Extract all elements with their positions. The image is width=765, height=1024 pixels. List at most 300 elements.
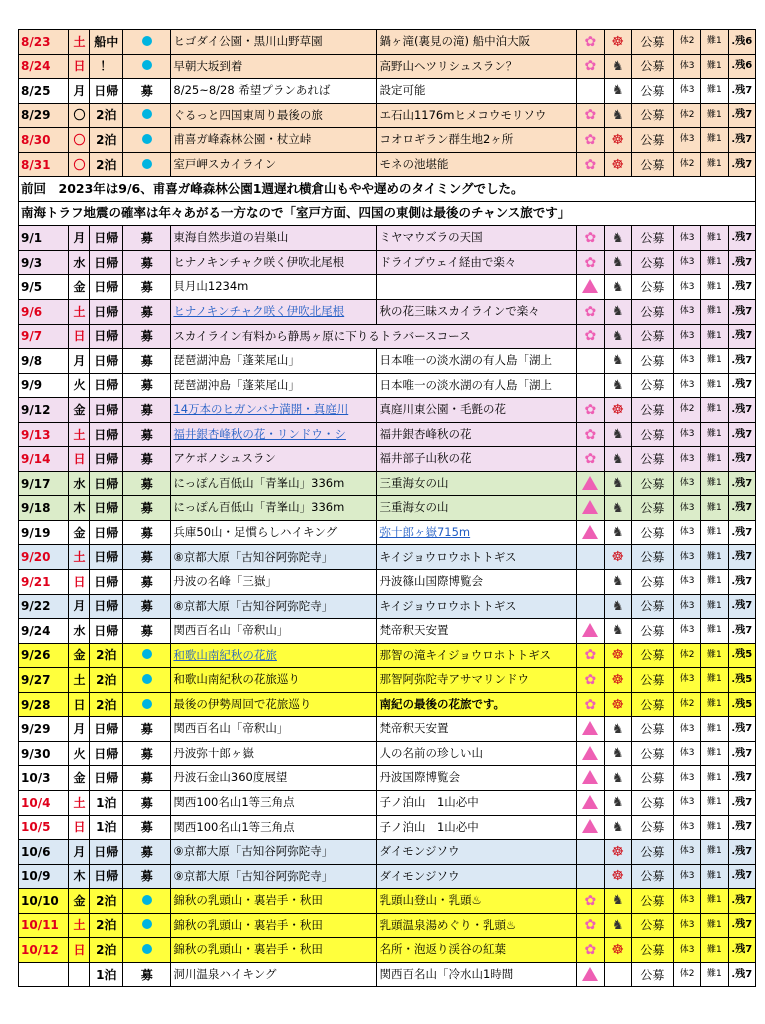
tour-title-cell bbox=[171, 594, 377, 619]
table-row bbox=[19, 54, 756, 79]
weekday-cell: 月 bbox=[69, 840, 90, 865]
trip-type-cell: 日帰 bbox=[90, 840, 123, 865]
remaining-seats-cell: .残7 bbox=[728, 152, 755, 177]
recruit-type-cell: 公募 bbox=[631, 668, 673, 693]
difficulty-cell: 難1 bbox=[701, 324, 728, 349]
recruit-type-cell: 公募 bbox=[631, 226, 673, 251]
weekday-cell: 土 bbox=[69, 790, 90, 815]
tour-title-text: 洞川温泉ハイキング bbox=[173, 966, 277, 981]
difficulty-cell: 難1 bbox=[701, 619, 728, 644]
weekday-cell: 金 bbox=[69, 766, 90, 791]
date-cell: 9/5 bbox=[19, 275, 69, 300]
icon-cell bbox=[604, 398, 631, 423]
tour-title-cell bbox=[171, 692, 377, 717]
tour-title-cell bbox=[171, 840, 377, 865]
status-cell: 募 bbox=[123, 619, 171, 644]
difficulty-cell: 難1 bbox=[701, 717, 728, 742]
icon-cell bbox=[604, 226, 631, 251]
difficulty-cell: 難1 bbox=[701, 594, 728, 619]
date-cell: 8/23 bbox=[19, 30, 69, 55]
animal-icon: ♞ bbox=[611, 721, 624, 737]
tour-title-cell bbox=[171, 226, 377, 251]
date-cell: 9/9 bbox=[19, 373, 69, 398]
table-row bbox=[19, 201, 756, 226]
tour-detail-text: エ石山1176mヒメコウモリソウ bbox=[379, 107, 547, 122]
trip-type-cell: 日帰 bbox=[90, 471, 123, 496]
difficulty-cell: 難1 bbox=[701, 349, 728, 374]
tour-title-cell bbox=[171, 938, 377, 963]
table-row bbox=[19, 790, 756, 815]
remaining-seats-cell: .残7 bbox=[728, 471, 755, 496]
tour-title-text: 和歌山南紀秋の花旅巡り bbox=[173, 672, 300, 687]
bus-tiger-icon: ☸ bbox=[611, 671, 624, 688]
tour-detail-cell bbox=[377, 717, 577, 742]
difficulty-cell: 難1 bbox=[701, 226, 728, 251]
icon-cell bbox=[604, 815, 631, 840]
flower-icon: ✿ bbox=[584, 401, 597, 418]
status-cell: 募 bbox=[123, 422, 171, 447]
tour-detail-cell bbox=[377, 766, 577, 791]
table-row bbox=[19, 152, 756, 177]
weekday-cell: 金 bbox=[69, 643, 90, 668]
weekday-cell: 日 bbox=[69, 54, 90, 79]
tour-title-text: 8/25~8/28 希望プランあれば bbox=[173, 83, 331, 98]
status-cell: 募 bbox=[123, 520, 171, 545]
status-cell: 募 bbox=[123, 815, 171, 840]
animal-icon: ♞ bbox=[611, 279, 624, 295]
table-row bbox=[19, 422, 756, 447]
stamina-cell: 体3 bbox=[673, 54, 700, 79]
status-cell bbox=[123, 889, 171, 914]
remaining-seats-cell: .残7 bbox=[728, 741, 755, 766]
difficulty-cell: 難1 bbox=[701, 889, 728, 914]
tour-detail-text: 南紀の最後の花旅です。 bbox=[379, 696, 506, 711]
bus-tiger-icon: ☸ bbox=[611, 868, 624, 885]
icon-cell bbox=[604, 864, 631, 889]
table-row bbox=[19, 128, 756, 153]
tour-title-text: 丹波の名峰「三嶽」 bbox=[173, 574, 277, 589]
tour-title-text: ヒナノキンチャク咲く伊吹北尾根 bbox=[173, 254, 345, 269]
bus-tiger-icon: ☸ bbox=[611, 942, 624, 958]
tour-title-cell bbox=[171, 545, 377, 570]
tour-detail-text: 那智の滝キイジョウロホトトギス bbox=[379, 647, 552, 662]
tour-detail-text: モネの池堪能 bbox=[379, 156, 449, 171]
date-cell: 10/12 bbox=[19, 938, 69, 963]
recruit-type-cell: 公募 bbox=[631, 790, 673, 815]
icon-cell bbox=[604, 520, 631, 545]
recruit-type-cell: 公募 bbox=[631, 545, 673, 570]
remaining-seats-cell: .残7 bbox=[728, 840, 755, 865]
icon-cell bbox=[577, 864, 604, 889]
bus-tiger-icon: ☸ bbox=[611, 843, 624, 860]
table-row bbox=[19, 398, 756, 423]
recruit-type-cell: 公募 bbox=[631, 913, 673, 938]
remaining-seats-cell: .残7 bbox=[728, 619, 755, 644]
weekday-cell: 〇 bbox=[69, 128, 90, 153]
date-cell: 9/3 bbox=[19, 250, 69, 275]
stamina-cell: 体3 bbox=[673, 324, 700, 349]
status-cell bbox=[123, 54, 171, 79]
remaining-seats-cell: .残7 bbox=[728, 250, 755, 275]
date-cell: 8/24 bbox=[19, 54, 69, 79]
status-cell: 募 bbox=[123, 398, 171, 423]
date-cell: 10/3 bbox=[19, 766, 69, 791]
weekday-cell: 木 bbox=[69, 864, 90, 889]
weekday-cell: 日 bbox=[69, 447, 90, 472]
date-cell: 10/6 bbox=[19, 840, 69, 865]
tour-title-text: 錦秋の乳頭山・裏岩手・秋田 bbox=[173, 942, 323, 957]
trip-type-cell: 2泊 bbox=[90, 913, 123, 938]
date-cell: 10/5 bbox=[19, 815, 69, 840]
recruit-type-cell: 公募 bbox=[631, 570, 673, 595]
mountain-icon bbox=[582, 770, 598, 784]
icon-cell bbox=[604, 643, 631, 668]
table-row bbox=[19, 545, 756, 570]
blue-dot-icon bbox=[142, 649, 152, 659]
mountain-icon bbox=[582, 500, 598, 514]
blue-dot-icon bbox=[142, 134, 152, 144]
stamina-cell: 体2 bbox=[673, 692, 700, 717]
trip-type-cell: 日帰 bbox=[90, 520, 123, 545]
date-cell: 10/10 bbox=[19, 889, 69, 914]
icon-cell bbox=[577, 889, 604, 914]
date-cell: 9/20 bbox=[19, 545, 69, 570]
tour-title-cell bbox=[171, 619, 377, 644]
tour-title-cell bbox=[171, 471, 377, 496]
blue-dot-icon bbox=[142, 944, 152, 954]
table-row bbox=[19, 103, 756, 128]
tour-title-text: 錦秋の乳頭山・裏岩手・秋田 bbox=[173, 893, 323, 908]
status-cell: 募 bbox=[123, 790, 171, 815]
icon-cell bbox=[577, 790, 604, 815]
recruit-type-cell: 公募 bbox=[631, 889, 673, 914]
status-cell bbox=[123, 103, 171, 128]
difficulty-cell: 難1 bbox=[701, 275, 728, 300]
status-cell: 募 bbox=[123, 594, 171, 619]
animal-icon: ♞ bbox=[611, 819, 624, 835]
status-cell bbox=[123, 692, 171, 717]
trip-type-cell: 日帰 bbox=[90, 422, 123, 447]
recruit-type-cell: 公募 bbox=[631, 300, 673, 325]
recruit-type-cell: 公募 bbox=[631, 692, 673, 717]
flower-icon: ✿ bbox=[584, 426, 597, 443]
table-row bbox=[19, 594, 756, 619]
icon-cell bbox=[604, 79, 631, 104]
stamina-cell: 体3 bbox=[673, 422, 700, 447]
mountain-icon bbox=[582, 795, 598, 809]
remaining-seats-cell: .残7 bbox=[728, 545, 755, 570]
difficulty-cell: 難1 bbox=[701, 815, 728, 840]
table-row bbox=[19, 643, 756, 668]
weekday-cell: 金 bbox=[69, 275, 90, 300]
date-cell: 9/30 bbox=[19, 741, 69, 766]
status-cell: 募 bbox=[123, 447, 171, 472]
trip-type-cell: 2泊 bbox=[90, 889, 123, 914]
difficulty-cell: 難1 bbox=[701, 373, 728, 398]
date-cell: 9/28 bbox=[19, 692, 69, 717]
difficulty-cell: 難1 bbox=[701, 300, 728, 325]
status-cell: 募 bbox=[123, 275, 171, 300]
remaining-seats-cell: .残7 bbox=[728, 447, 755, 472]
stamina-cell: 体3 bbox=[673, 226, 700, 251]
tour-detail-cell bbox=[377, 692, 577, 717]
status-cell: 募 bbox=[123, 717, 171, 742]
tour-detail-cell bbox=[377, 373, 577, 398]
icon-cell bbox=[604, 422, 631, 447]
tour-detail-text: 日本唯一の淡水湖の有人島「湖上 bbox=[379, 377, 552, 392]
status-cell: 募 bbox=[123, 840, 171, 865]
icon-cell bbox=[577, 300, 604, 325]
date-cell: 9/29 bbox=[19, 717, 69, 742]
tour-title-text: アケボノシュスラン bbox=[173, 451, 276, 466]
tour-title-cell bbox=[171, 741, 377, 766]
animal-icon: ♞ bbox=[611, 795, 624, 811]
blue-dot-icon bbox=[142, 699, 152, 709]
difficulty-cell: 難1 bbox=[701, 422, 728, 447]
tour-detail-text: 秋の花三昧スカイラインで楽々 bbox=[379, 304, 540, 319]
tour-detail-text: ダイモンジソウ bbox=[379, 844, 460, 859]
remaining-seats-cell: .残5 bbox=[728, 668, 755, 693]
weekday-cell: 水 bbox=[69, 619, 90, 644]
remaining-seats-cell: .残7 bbox=[728, 766, 755, 791]
remaining-seats-cell: .残7 bbox=[728, 79, 755, 104]
tour-title-cell bbox=[171, 422, 377, 447]
status-cell: 募 bbox=[123, 79, 171, 104]
status-cell: 募 bbox=[123, 471, 171, 496]
trip-type-cell: 2泊 bbox=[90, 692, 123, 717]
tour-title-cell bbox=[171, 668, 377, 693]
animal-icon: ♞ bbox=[611, 746, 624, 762]
tour-title-cell bbox=[171, 496, 377, 521]
table-row bbox=[19, 520, 756, 545]
status-cell: 募 bbox=[123, 545, 171, 570]
stamina-cell: 体3 bbox=[673, 766, 700, 791]
table-row bbox=[19, 79, 756, 104]
tour-title-link[interactable]: 和歌山南紀秋の花旅 bbox=[173, 647, 277, 662]
mountain-icon bbox=[582, 819, 598, 833]
tour-detail-link[interactable]: 弥十郎ヶ嶽715m bbox=[379, 524, 471, 539]
flower-icon: ✿ bbox=[584, 303, 597, 320]
tour-detail-cell bbox=[377, 300, 577, 325]
tour-detail-cell bbox=[377, 741, 577, 766]
stamina-cell: 体3 bbox=[673, 594, 700, 619]
animal-icon: ♞ bbox=[611, 304, 624, 320]
table-row bbox=[19, 226, 756, 251]
remaining-seats-cell: .残7 bbox=[728, 275, 755, 300]
tour-title-text: 早朝大坂到着 bbox=[173, 58, 243, 73]
icon-cell bbox=[604, 496, 631, 521]
tour-title-cell bbox=[171, 913, 377, 938]
trip-type-cell: 1泊 bbox=[90, 962, 123, 987]
table-row bbox=[19, 570, 756, 595]
flower-icon: ✿ bbox=[584, 33, 597, 50]
bus-tiger-icon: ☸ bbox=[611, 156, 624, 173]
stamina-cell: 体3 bbox=[673, 815, 700, 840]
trip-type-cell: 日帰 bbox=[90, 717, 123, 742]
status-cell: 募 bbox=[123, 349, 171, 374]
blue-dot-icon bbox=[142, 919, 152, 929]
icon-cell bbox=[577, 496, 604, 521]
tour-title-cell bbox=[171, 349, 377, 374]
tour-title-link[interactable]: 福井銀杏峰秋の花・リンドウ・シ bbox=[173, 426, 346, 441]
difficulty-cell: 難1 bbox=[701, 30, 728, 55]
date-cell: 8/31 bbox=[19, 152, 69, 177]
tour-detail-cell bbox=[377, 864, 577, 889]
table-row bbox=[19, 692, 756, 717]
icon-cell bbox=[577, 938, 604, 963]
table-row bbox=[19, 889, 756, 914]
trip-type-cell: 日帰 bbox=[90, 79, 123, 104]
recruit-type-cell: 公募 bbox=[631, 250, 673, 275]
table-row bbox=[19, 840, 756, 865]
status-cell: 募 bbox=[123, 373, 171, 398]
weekday-cell: 日 bbox=[69, 570, 90, 595]
remaining-seats-cell: .残6 bbox=[728, 54, 755, 79]
tour-detail-text: コオロギラン群生地2ヶ所 bbox=[379, 132, 514, 147]
recruit-type-cell: 公募 bbox=[631, 128, 673, 153]
tour-detail-cell bbox=[377, 520, 577, 545]
date-cell: 8/29 bbox=[19, 103, 69, 128]
status-cell: 募 bbox=[123, 864, 171, 889]
mountain-icon bbox=[582, 721, 598, 735]
tour-title-cell bbox=[171, 103, 377, 128]
icon-cell bbox=[577, 815, 604, 840]
trip-type-cell: 日帰 bbox=[90, 447, 123, 472]
trip-type-cell: 日帰 bbox=[90, 864, 123, 889]
tour-detail-text: 日本唯一の淡水湖の有人島「湖上 bbox=[379, 353, 552, 368]
difficulty-cell: 難1 bbox=[701, 692, 728, 717]
tour-title-text: 関西百名山「帝釈山」 bbox=[173, 721, 289, 736]
trip-type-cell: 2泊 bbox=[90, 128, 123, 153]
trip-type-cell: 1泊 bbox=[90, 790, 123, 815]
flower-icon: ✿ bbox=[584, 671, 597, 688]
tour-title-cell: スカイライン有料から静馬ヶ原に下りるトラバースコース bbox=[171, 324, 577, 349]
table-row bbox=[19, 741, 756, 766]
trip-type-cell: 日帰 bbox=[90, 250, 123, 275]
date-cell: 9/6 bbox=[19, 300, 69, 325]
table-row bbox=[19, 471, 756, 496]
bus-tiger-icon: ☸ bbox=[611, 549, 624, 566]
date-cell: 9/14 bbox=[19, 447, 69, 472]
animal-icon: ♞ bbox=[611, 451, 624, 467]
tour-title-text: 最後の伊勢周回で花旅巡り bbox=[173, 696, 312, 711]
tour-title-cell bbox=[171, 643, 377, 668]
table-row bbox=[19, 619, 756, 644]
tour-detail-cell bbox=[377, 889, 577, 914]
remaining-seats-cell: .残7 bbox=[728, 373, 755, 398]
animal-icon: ♞ bbox=[611, 328, 624, 344]
icon-cell bbox=[604, 717, 631, 742]
tour-detail-text: 三重海女の山 bbox=[379, 475, 449, 490]
weekday-cell: 土 bbox=[69, 913, 90, 938]
animal-icon: ♞ bbox=[611, 770, 624, 786]
stamina-cell: 体3 bbox=[673, 79, 700, 104]
tour-detail-text: 丹波国際博覧会 bbox=[379, 770, 460, 785]
weekday-cell: 日 bbox=[69, 815, 90, 840]
tour-title-link[interactable]: 14万本のヒガンバナ満開・真庭川 bbox=[173, 402, 349, 417]
difficulty-cell: 難1 bbox=[701, 668, 728, 693]
weekday-cell: 金 bbox=[69, 398, 90, 423]
date-cell: 8/30 bbox=[19, 128, 69, 153]
date-cell: 9/12 bbox=[19, 398, 69, 423]
icon-cell bbox=[577, 717, 604, 742]
table-row bbox=[19, 30, 756, 55]
tour-detail-text: ドライブウェイ経由で楽々 bbox=[379, 254, 517, 269]
icon-cell bbox=[577, 471, 604, 496]
tour-title-text: ⑧京都大原「古知谷阿弥陀寺」 bbox=[173, 598, 334, 613]
tour-detail-text: 三重海女の山 bbox=[379, 500, 449, 515]
schedule-body bbox=[19, 30, 756, 987]
tour-title-text: 丹波石金山360度展望 bbox=[173, 770, 288, 785]
tour-title-link[interactable]: ヒナノキンチャク咲く伊吹北尾根 bbox=[173, 304, 345, 319]
tour-title-text: 丹波弥十郎ヶ嶽 bbox=[173, 745, 254, 760]
status-cell: 募 bbox=[123, 741, 171, 766]
trip-type-cell: 日帰 bbox=[90, 275, 123, 300]
date-cell: 9/24 bbox=[19, 619, 69, 644]
weekday-cell: 水 bbox=[69, 471, 90, 496]
icon-cell bbox=[604, 570, 631, 595]
difficulty-cell: 難1 bbox=[701, 496, 728, 521]
tour-detail-text: 丹波篠山国際博覧会 bbox=[379, 574, 483, 589]
animal-icon: ♞ bbox=[611, 377, 624, 393]
recruit-type-cell: 公募 bbox=[631, 79, 673, 104]
icon-cell bbox=[604, 349, 631, 374]
animal-icon: ♞ bbox=[611, 574, 624, 590]
blue-dot-icon bbox=[142, 109, 152, 119]
tour-detail-cell bbox=[377, 103, 577, 128]
trip-type-cell: 日帰 bbox=[90, 349, 123, 374]
animal-icon: ♞ bbox=[611, 58, 624, 74]
animal-icon: ♞ bbox=[611, 917, 624, 933]
stamina-cell: 体3 bbox=[673, 128, 700, 153]
tour-title-text: 兵庫50山・足慣らしハイキング bbox=[173, 524, 338, 539]
date-cell: 8/25 bbox=[19, 79, 69, 104]
icon-cell bbox=[604, 545, 631, 570]
flower-icon: ✿ bbox=[584, 58, 597, 75]
weekday-cell: 〇 bbox=[69, 103, 90, 128]
blue-dot-icon bbox=[142, 36, 152, 46]
icon-cell bbox=[577, 913, 604, 938]
recruit-type-cell: 公募 bbox=[631, 815, 673, 840]
flower-icon: ✿ bbox=[584, 230, 597, 247]
icon-cell bbox=[577, 373, 604, 398]
tour-detail-cell bbox=[377, 570, 577, 595]
icon-cell bbox=[604, 152, 631, 177]
tour-detail-text: キイジョウロウホトトギス bbox=[379, 598, 517, 613]
blue-dot-icon bbox=[142, 60, 152, 70]
icon-cell bbox=[604, 594, 631, 619]
mountain-icon bbox=[582, 476, 598, 490]
stamina-cell: 体3 bbox=[673, 373, 700, 398]
weekday-cell: 土 bbox=[69, 422, 90, 447]
recruit-type-cell: 公募 bbox=[631, 594, 673, 619]
table-row bbox=[19, 447, 756, 472]
flower-icon: ✿ bbox=[584, 156, 597, 173]
flower-icon: ✿ bbox=[584, 696, 597, 713]
weekday-cell: 金 bbox=[69, 520, 90, 545]
tour-title-text: ⑨京都大原「古知谷阿弥陀寺」 bbox=[173, 844, 334, 859]
weekday-cell: 土 bbox=[69, 300, 90, 325]
difficulty-cell: 難1 bbox=[701, 79, 728, 104]
remaining-seats-cell: .残7 bbox=[728, 128, 755, 153]
recruit-type-cell: 公募 bbox=[631, 54, 673, 79]
icon-cell bbox=[577, 962, 604, 987]
flower-icon: ✿ bbox=[584, 917, 597, 934]
animal-icon: ♞ bbox=[611, 500, 624, 516]
stamina-cell: 体3 bbox=[673, 250, 700, 275]
recruit-type-cell: 公募 bbox=[631, 741, 673, 766]
weekday-cell: 金 bbox=[69, 889, 90, 914]
